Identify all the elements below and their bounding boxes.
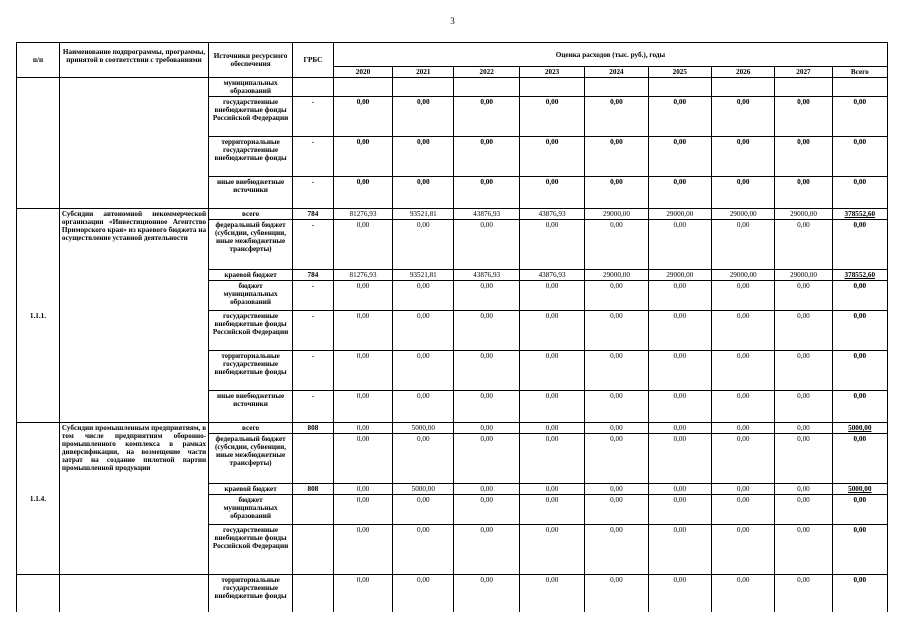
value-cell: 0,00 (333, 177, 392, 209)
header-year: 2026 (711, 67, 774, 78)
funding-source: территориальные государственные внебюджетные фонды (209, 575, 293, 613)
value-cell: 0,00 (393, 177, 454, 209)
value-cell: 0,00 (711, 137, 774, 177)
value-cell: 0,00 (454, 525, 519, 575)
grbs-code: 808 (292, 423, 333, 434)
value-cell: 0,00 (333, 97, 392, 137)
table-row (17, 78, 888, 97)
value-cell: 0,00 (393, 137, 454, 177)
value-cell: 0,00 (585, 434, 648, 484)
value-cell: 0,00 (585, 177, 648, 209)
value-cell: 0,00 (519, 137, 584, 177)
value-total: 378552,60 (832, 270, 887, 281)
value-cell: 0,00 (711, 423, 774, 434)
value-cell: 29000,00 (775, 209, 832, 220)
value-cell: 0,00 (711, 281, 774, 311)
value-cell: 29000,00 (585, 270, 648, 281)
value-cell: 0,00 (711, 484, 774, 495)
value-cell: 0,00 (519, 495, 584, 525)
grbs-code: - (292, 137, 333, 177)
grbs-code: - (292, 97, 333, 137)
page-number: 3 (450, 16, 455, 26)
value-cell: 0,00 (585, 484, 648, 495)
value-cell: 0,00 (585, 137, 648, 177)
value-total: 378552,60 (832, 209, 887, 220)
value-cell: 0,00 (775, 220, 832, 270)
value-cell: 0,00 (648, 484, 711, 495)
value-total: 0,00 (832, 311, 887, 351)
value-cell: 0,00 (648, 575, 711, 613)
value-cell: 0,00 (711, 351, 774, 391)
value-cell: 0,00 (519, 423, 584, 434)
value-cell: 0,00 (454, 575, 519, 613)
value-total: 0,00 (832, 137, 887, 177)
row-index (17, 575, 60, 613)
value-cell: 0,00 (393, 495, 454, 525)
funding-source: всего (209, 423, 293, 434)
value-cell: 0,00 (333, 484, 392, 495)
value-cell (519, 78, 584, 97)
value-cell (393, 78, 454, 97)
funding-source: федеральный бюджет (субсидии, субвенции, иные межбюджетные трансферты) (209, 434, 293, 484)
value-cell: 0,00 (775, 351, 832, 391)
value-cell: 0,00 (648, 434, 711, 484)
value-cell (454, 78, 519, 97)
value-cell (333, 78, 392, 97)
value-cell: 5000,00 (393, 423, 454, 434)
value-cell: 0,00 (648, 311, 711, 351)
value-cell: 0,00 (585, 97, 648, 137)
value-total: 0,00 (832, 525, 887, 575)
value-cell: 0,00 (393, 434, 454, 484)
header-col-grbs: ГРБС (292, 43, 333, 78)
value-cell: 0,00 (585, 423, 648, 434)
value-cell: 0,00 (711, 97, 774, 137)
value-total: 0,00 (832, 220, 887, 270)
value-cell: 43876,93 (454, 270, 519, 281)
value-cell: 0,00 (711, 177, 774, 209)
value-cell: 0,00 (585, 351, 648, 391)
value-cell: 0,00 (648, 351, 711, 391)
budget-table (16, 42, 888, 612)
value-cell: 0,00 (775, 97, 832, 137)
grbs-code: - (292, 391, 333, 423)
value-cell: 0,00 (393, 97, 454, 137)
value-cell (775, 78, 832, 97)
value-cell: 0,00 (519, 220, 584, 270)
funding-source: иные внебюджетные источники (209, 177, 293, 209)
value-cell: 0,00 (393, 575, 454, 613)
value-cell: 0,00 (775, 137, 832, 177)
value-total: 5000,00 (832, 484, 887, 495)
value-cell: 0,00 (585, 575, 648, 613)
value-cell: 0,00 (454, 281, 519, 311)
value-cell: 0,00 (711, 495, 774, 525)
value-cell: 0,00 (519, 575, 584, 613)
value-cell: 0,00 (333, 311, 392, 351)
value-total: 0,00 (832, 281, 887, 311)
value-cell: 0,00 (648, 281, 711, 311)
value-total: 0,00 (832, 575, 887, 613)
funding-source: бюджет муниципальных образований (209, 281, 293, 311)
value-cell: 29000,00 (648, 209, 711, 220)
header-col-name-text: Наименование подпрограммы, программы, принятой в соответствии с требованиями (62, 48, 206, 64)
value-cell: 0,00 (775, 495, 832, 525)
value-cell: 0,00 (333, 220, 392, 270)
value-cell: 0,00 (393, 525, 454, 575)
value-cell: 0,00 (519, 281, 584, 311)
row-index: 1.1.4. (17, 423, 60, 575)
value-cell: 0,00 (711, 311, 774, 351)
value-cell: 0,00 (333, 525, 392, 575)
grbs-code: - (292, 281, 333, 311)
table-row (17, 209, 888, 220)
value-cell: 0,00 (454, 177, 519, 209)
value-total: 5000,00 (832, 423, 887, 434)
value-cell: 0,00 (585, 220, 648, 270)
value-cell: 0,00 (775, 575, 832, 613)
header-year: 2021 (393, 67, 454, 78)
header-col-estimate: Оценка расходов (тыс. руб.), годы (333, 43, 887, 67)
value-cell: 81276,93 (333, 209, 392, 220)
funding-source: муниципальных образований (209, 78, 293, 97)
funding-source: государственные внебюджетные фонды Российской Федерации (209, 525, 293, 575)
value-cell: 0,00 (333, 575, 392, 613)
table-row (17, 575, 888, 613)
grbs-code: 808 (292, 484, 333, 495)
value-cell: 0,00 (333, 391, 392, 423)
value-cell: 0,00 (333, 434, 392, 484)
value-cell: 0,00 (454, 391, 519, 423)
grbs-code (292, 575, 333, 613)
value-cell: 0,00 (775, 177, 832, 209)
value-cell: 0,00 (775, 434, 832, 484)
value-cell: 93521,81 (393, 209, 454, 220)
grbs-code: - (292, 177, 333, 209)
value-cell: 0,00 (648, 137, 711, 177)
value-cell: 29000,00 (585, 209, 648, 220)
funding-source: территориальные государственные внебюджетные фонды (209, 351, 293, 391)
value-cell: 0,00 (775, 525, 832, 575)
value-cell: 0,00 (393, 220, 454, 270)
funding-source: краевой бюджет (209, 270, 293, 281)
row-name (59, 78, 208, 209)
value-cell: 0,00 (454, 220, 519, 270)
value-cell: 0,00 (711, 220, 774, 270)
value-cell: 0,00 (711, 391, 774, 423)
grbs-code: 784 (292, 270, 333, 281)
grbs-code (292, 495, 333, 525)
value-cell: 0,00 (333, 351, 392, 391)
value-total: 0,00 (832, 351, 887, 391)
value-cell: 0,00 (393, 281, 454, 311)
value-cell: 0,00 (648, 177, 711, 209)
value-cell: 0,00 (519, 351, 584, 391)
row-name: Субсидии промышленным предприятиям, в том числе предприятиям оборонно-промышленного комплекса в рамках диверсификации, на возмещение части затрат на создание пилотной партии промышленной продукции (59, 423, 208, 575)
value-cell: 0,00 (393, 391, 454, 423)
header-year: 2023 (519, 67, 584, 78)
value-cell: 43876,93 (519, 209, 584, 220)
value-cell (648, 78, 711, 97)
funding-source: федеральный бюджет (субсидии, субвенции, иные межбюджетные трансферты) (209, 220, 293, 270)
value-cell: 0,00 (585, 495, 648, 525)
funding-source: всего (209, 209, 293, 220)
header-col-name (59, 43, 208, 78)
value-cell: 0,00 (775, 423, 832, 434)
value-cell: 0,00 (585, 525, 648, 575)
value-cell: 0,00 (711, 575, 774, 613)
value-cell: 29000,00 (711, 209, 774, 220)
funding-source: иные внебюджетные источники (209, 391, 293, 423)
value-cell: 29000,00 (775, 270, 832, 281)
header-col-src: Источники ресурсного обеспечения (209, 43, 293, 78)
value-cell: 0,00 (454, 137, 519, 177)
value-cell: 0,00 (585, 281, 648, 311)
value-cell: 0,00 (333, 137, 392, 177)
value-cell: 43876,93 (454, 209, 519, 220)
value-cell: 0,00 (648, 220, 711, 270)
row-name: Субсидии автономной некоммерческой организации «Инвестиционное Агентство Приморского края» из краевого бюджета на осуществление уставной деятельности (59, 209, 208, 423)
value-total: 0,00 (832, 391, 887, 423)
value-cell: 0,00 (648, 97, 711, 137)
value-cell: 0,00 (648, 423, 711, 434)
value-cell: 0,00 (519, 434, 584, 484)
value-cell: 0,00 (519, 97, 584, 137)
funding-source: территориальные государственные внебюджетные фонды (209, 137, 293, 177)
table-row (17, 423, 888, 434)
value-cell: 0,00 (333, 423, 392, 434)
value-cell: 0,00 (454, 423, 519, 434)
value-cell: 0,00 (333, 495, 392, 525)
value-cell: 0,00 (648, 495, 711, 525)
value-cell: 0,00 (454, 97, 519, 137)
grbs-code (292, 525, 333, 575)
value-cell: 81276,93 (333, 270, 392, 281)
header-year: 2020 (333, 67, 392, 78)
value-cell: 0,00 (454, 351, 519, 391)
grbs-code (292, 78, 333, 97)
value-cell: 0,00 (333, 281, 392, 311)
funding-source: государственные внебюджетные фонды Российской Федерации (209, 97, 293, 137)
value-cell: 0,00 (454, 484, 519, 495)
grbs-code: - (292, 311, 333, 351)
header-year: 2022 (454, 67, 519, 78)
value-cell (585, 78, 648, 97)
header-year: Всего (832, 67, 887, 78)
row-index (17, 78, 60, 209)
value-cell: 0,00 (454, 434, 519, 484)
value-cell: 0,00 (519, 391, 584, 423)
value-cell: 0,00 (648, 525, 711, 575)
value-cell: 0,00 (519, 311, 584, 351)
header-year: 2025 (648, 67, 711, 78)
value-cell: 0,00 (775, 281, 832, 311)
value-cell: 29000,00 (648, 270, 711, 281)
header-col-num: п/п (17, 43, 60, 78)
value-cell: 0,00 (393, 311, 454, 351)
row-index: 1.1.1. (17, 209, 60, 423)
funding-source: бюджет муниципальных образований (209, 495, 293, 525)
value-cell: 0,00 (393, 351, 454, 391)
value-cell: 0,00 (775, 391, 832, 423)
value-cell (711, 78, 774, 97)
value-total: 0,00 (832, 97, 887, 137)
value-cell: 0,00 (585, 391, 648, 423)
value-cell: 0,00 (775, 484, 832, 495)
row-name (59, 575, 208, 613)
header-year: 2024 (585, 67, 648, 78)
value-cell: 0,00 (775, 311, 832, 351)
grbs-code: 784 (292, 209, 333, 220)
funding-source: государственные внебюджетные фонды Российской Федерации (209, 311, 293, 351)
value-cell: 93521,81 (393, 270, 454, 281)
value-cell: 0,00 (519, 177, 584, 209)
value-cell: 0,00 (648, 391, 711, 423)
value-cell: 0,00 (519, 525, 584, 575)
value-cell: 0,00 (585, 311, 648, 351)
value-cell: 0,00 (454, 495, 519, 525)
value-cell: 0,00 (454, 311, 519, 351)
value-cell: 43876,93 (519, 270, 584, 281)
grbs-code: - (292, 220, 333, 270)
value-total: 0,00 (832, 434, 887, 484)
header-year: 2027 (775, 67, 832, 78)
funding-source: краевой бюджет (209, 484, 293, 495)
value-total (832, 78, 887, 97)
value-cell: 0,00 (519, 484, 584, 495)
grbs-code (292, 434, 333, 484)
value-total: 0,00 (832, 177, 887, 209)
value-total: 0,00 (832, 495, 887, 525)
grbs-code: - (292, 351, 333, 391)
value-cell: 0,00 (711, 434, 774, 484)
value-cell: 0,00 (711, 525, 774, 575)
value-cell: 29000,00 (711, 270, 774, 281)
value-cell: 5000,00 (393, 484, 454, 495)
budget-table-sheet (16, 42, 888, 612)
